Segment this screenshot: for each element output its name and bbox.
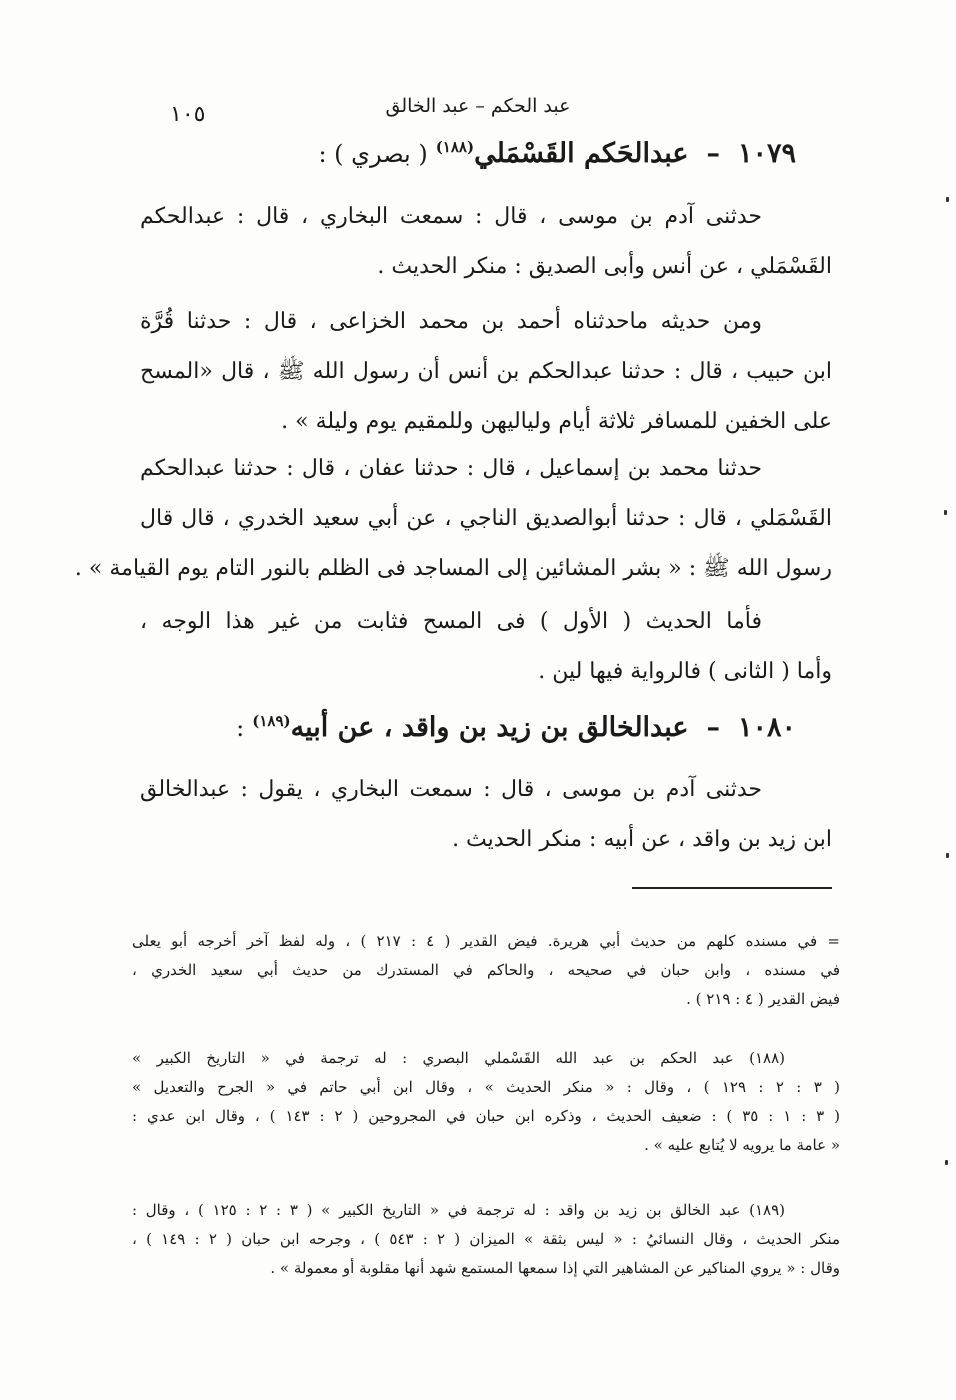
footnote-188 bbox=[132, 1044, 840, 1160]
footnote-ref: (١٨٩) bbox=[252, 712, 291, 730]
text-line: رسول الله ﷺ : « بشر المشائين إلى المساجد فى الظلم بالنور التام يوم القيامة » . bbox=[74, 556, 832, 581]
paragraph bbox=[140, 765, 832, 865]
text-line: حدثنى آدم بن موسى ، قال : سمعت البخاري ، قال : عبدالحكم bbox=[140, 204, 762, 229]
footnote-line: فيض القدير ( ٤ : ٢١٩ ) . bbox=[686, 990, 840, 1008]
footnote-line: ( ٣ : ١ : ٣٥ ) : ضعيف الحديث ، وذكره ابن حبان في المجروحين ( ٢ : ١٤٣ ) ، وقال ابن عدي : bbox=[132, 1107, 841, 1125]
scan-speck bbox=[945, 1160, 948, 1165]
text-line: القَسْمَلي ، قال : حدثنا أبوالصديق الناجي ، عن أبي سعيد الخدري ، قال قال bbox=[140, 506, 832, 531]
paragraph bbox=[74, 444, 832, 594]
footnote-line: ( ٣ : ٢ : ١٢٩ ) ، وقال : « منكر الحديث » ، وقال ابن أبي حاتم في « الجرح والتعديل » bbox=[132, 1078, 840, 1096]
text-line: حدثنى آدم بن موسى ، قال : سمعت البخاري ، يقول : عبدالخالق bbox=[140, 777, 762, 802]
entry-number: ١٠٧٩ bbox=[737, 138, 796, 169]
text-line: ومن حديثه ماحدثناه أحمد بن محمد الخزاعى ، قال : حدثنا قُرَّة bbox=[140, 309, 762, 334]
footnote-line: منكر الحديث ، وقال النسائيُ : « ليس بثقة » الميزان ( ٢ : ٥٤٣ ) ، وجرحه ابن حبان ( ٢ : ١٤٩ ) ، bbox=[132, 1230, 840, 1248]
paragraph bbox=[140, 597, 832, 697]
text-line: ابن زيد بن واقد ، عن أبيه : منكر الحديث . bbox=[452, 827, 832, 852]
scan-speck bbox=[946, 853, 949, 858]
entry-tail: ( بصري ) : bbox=[318, 140, 428, 168]
running-head: عبد الحكم – عبد الخالق bbox=[385, 95, 571, 117]
paragraph bbox=[140, 297, 832, 447]
footnote-line: (١٨٩) عبد الخالق بن زيد بن واقد : له ترجمة في « التاريخ الكبير » ( ٣ : ٢ : ١٢٥ ) ، وقال : bbox=[132, 1201, 786, 1219]
entry-heading-1080 bbox=[236, 712, 796, 743]
footnote-line: « عامة ما يرويه لا يُتابع عليه » . bbox=[644, 1136, 840, 1154]
entry-dash: – bbox=[706, 712, 720, 743]
text-line: وأما ( الثانى ) فالرواية فيها لين . bbox=[538, 659, 832, 684]
page-number: ١٠٥ bbox=[170, 102, 206, 127]
text-line: فأما الحديث ( الأول ) فى المسح فثابت من غير هذا الوجه ، bbox=[140, 609, 762, 634]
text-line: ابن حبيب ، قال : حدثنا عبدالحكم بن أنس أن رسول الله ﷺ ، قال «المسح bbox=[140, 359, 832, 384]
footnote-ref: (١٨٨) bbox=[435, 138, 475, 156]
footnote-continuation bbox=[132, 927, 840, 1014]
text-line: القَسْمَلي ، عن أنس وأبى الصديق : منكر الحديث . bbox=[377, 254, 832, 279]
entry-number: ١٠٨٠ bbox=[737, 712, 796, 743]
footnote-189 bbox=[132, 1196, 840, 1283]
entry-name: عبدالخالق بن زيد بن واقد ، عن أبيه bbox=[290, 712, 689, 743]
footnote-line: في مسنده ، وابن حبان في صحيحه ، والحاكم في المستدرك من حديث أبي سعيد الخدري ، bbox=[132, 961, 840, 979]
footnote-line: (١٨٨) عبد الحكم بن عبد الله القَسْملي البصري : له ترجمة في « التاريخ الكبير » bbox=[132, 1049, 785, 1067]
paragraph bbox=[140, 192, 832, 292]
entry-name: عبدالحَكم القَسْمَلي bbox=[474, 138, 689, 169]
footnote-line: وقال : « يروي المناكير عن المشاهير التي إذا سمعها المستمع شهد أنها مقلوبة أو معمولة » . bbox=[270, 1259, 840, 1277]
scan-speck bbox=[946, 197, 949, 202]
footnote-line: = في مسنده كلهم من حديث أبي هريرة. فيض القدير ( ٤ : ٢١٧ ) ، وله لفظ آخر أخرجه أبو يعلى bbox=[132, 932, 841, 950]
footnote-separator bbox=[632, 887, 832, 889]
entry-heading-1079 bbox=[318, 138, 796, 169]
scan-speck bbox=[944, 510, 947, 515]
entry-tail: : bbox=[236, 714, 245, 742]
text-line: حدثنا محمد بن إسماعيل ، قال : حدثنا عفان ، قال : حدثنا عبدالحكم bbox=[140, 456, 762, 481]
text-line: على الخفين للمسافر ثلاثة أيام ولياليهن وللمقيم يوم وليلة » . bbox=[281, 409, 832, 434]
entry-dash: – bbox=[706, 138, 720, 169]
